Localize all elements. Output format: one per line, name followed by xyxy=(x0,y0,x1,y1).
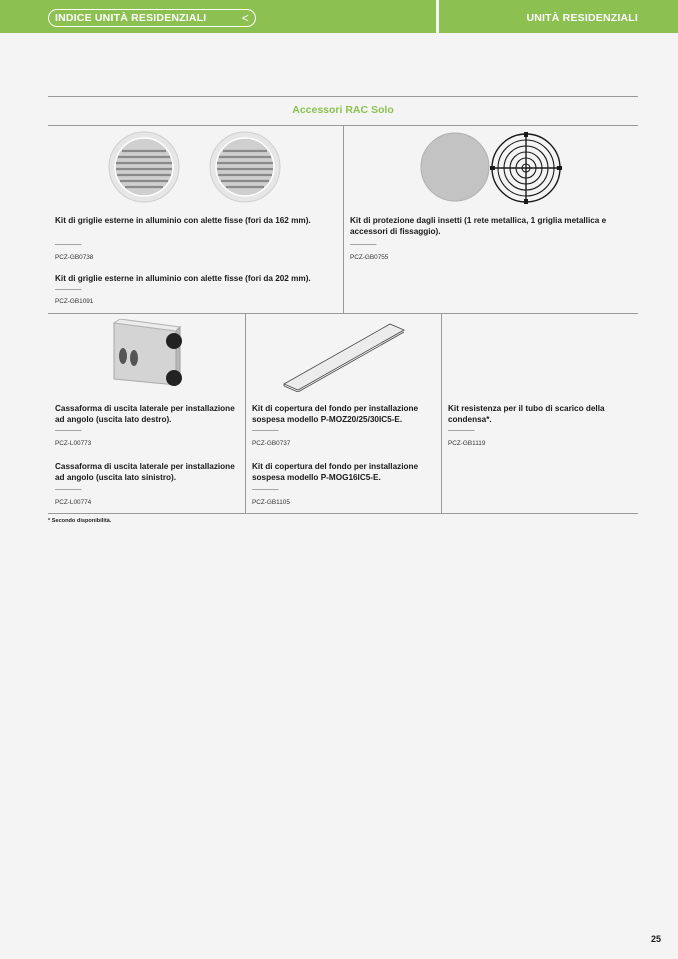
section-label: UNITÀ RESIDENZIALI xyxy=(526,12,638,24)
separator-dash: ———— xyxy=(55,486,81,493)
bottom-cover-panel-image xyxy=(282,320,406,392)
product-description: Kit di protezione dagli insetti (1 rete metallica, 1 griglia metallica e accessori di fissaggio). xyxy=(350,216,607,236)
separator-dash: ———— xyxy=(55,241,81,248)
metal-grid-image xyxy=(490,132,562,204)
index-label: INDICE UNITÀ RESIDENZIALI xyxy=(55,12,207,24)
separator-dash: ———— xyxy=(55,286,81,293)
header-divider xyxy=(436,0,439,33)
separator-dash: ———— xyxy=(252,486,278,493)
product-description: Kit di griglie esterne in alluminio con alette fisse (fori da 162 mm). xyxy=(55,216,311,225)
table-bottom-rule xyxy=(48,513,638,514)
table-top-rule xyxy=(48,96,638,97)
row-rule xyxy=(48,313,638,314)
row2-divider-left xyxy=(245,313,246,513)
side-outlet-box-image xyxy=(108,319,184,391)
round-grille-image xyxy=(209,131,281,203)
product-description: Kit di griglie esterne in alluminio con alette fisse (fori da 202 mm). xyxy=(55,274,311,283)
product-code: PCZ-L00774 xyxy=(55,499,92,506)
product-description: Cassaforma di uscita laterale per installazione ad angolo (uscita lato sinistro). xyxy=(55,462,235,482)
separator-dash: ———— xyxy=(55,427,81,434)
page-number: 25 xyxy=(651,934,662,944)
product-code: PCZ-GB1091 xyxy=(55,298,94,305)
index-button[interactable] xyxy=(48,9,256,27)
product-description: Kit di copertura del fondo per installazione sospesa modello P-MOG16IC5-E. xyxy=(252,462,419,482)
product-code: PCZ-GB0738 xyxy=(55,254,94,261)
row2-divider-right xyxy=(441,313,442,513)
product-code: PCZ-GB0755 xyxy=(350,254,389,261)
product-description: Kit di copertura del fondo per installazione sospesa modello P-MOZ20/25/30IC5-E. xyxy=(252,404,419,424)
product-code: PCZ-GB0737 xyxy=(252,440,291,447)
separator-dash: ———— xyxy=(448,427,474,434)
separator-dash: ———— xyxy=(350,241,376,248)
table-title: Accessori RAC Solo xyxy=(292,104,394,116)
product-code: PCZ-GB1119 xyxy=(448,440,486,447)
row1-divider xyxy=(343,125,344,313)
footnote: * Secondo disponibilità. xyxy=(48,518,112,524)
chevron-left-icon: < xyxy=(241,11,249,25)
insect-net-image xyxy=(420,132,490,202)
round-grille-image xyxy=(108,131,180,203)
separator-dash: ———— xyxy=(252,427,278,434)
product-code: PCZ-L00773 xyxy=(55,440,92,447)
product-code: PCZ-GB1105 xyxy=(252,499,290,506)
product-description: Cassaforma di uscita laterale per installazione ad angolo (uscita lato destro). xyxy=(55,404,235,424)
product-description: Kit resistenza per il tubo di scarico della condensa*. xyxy=(448,404,605,424)
